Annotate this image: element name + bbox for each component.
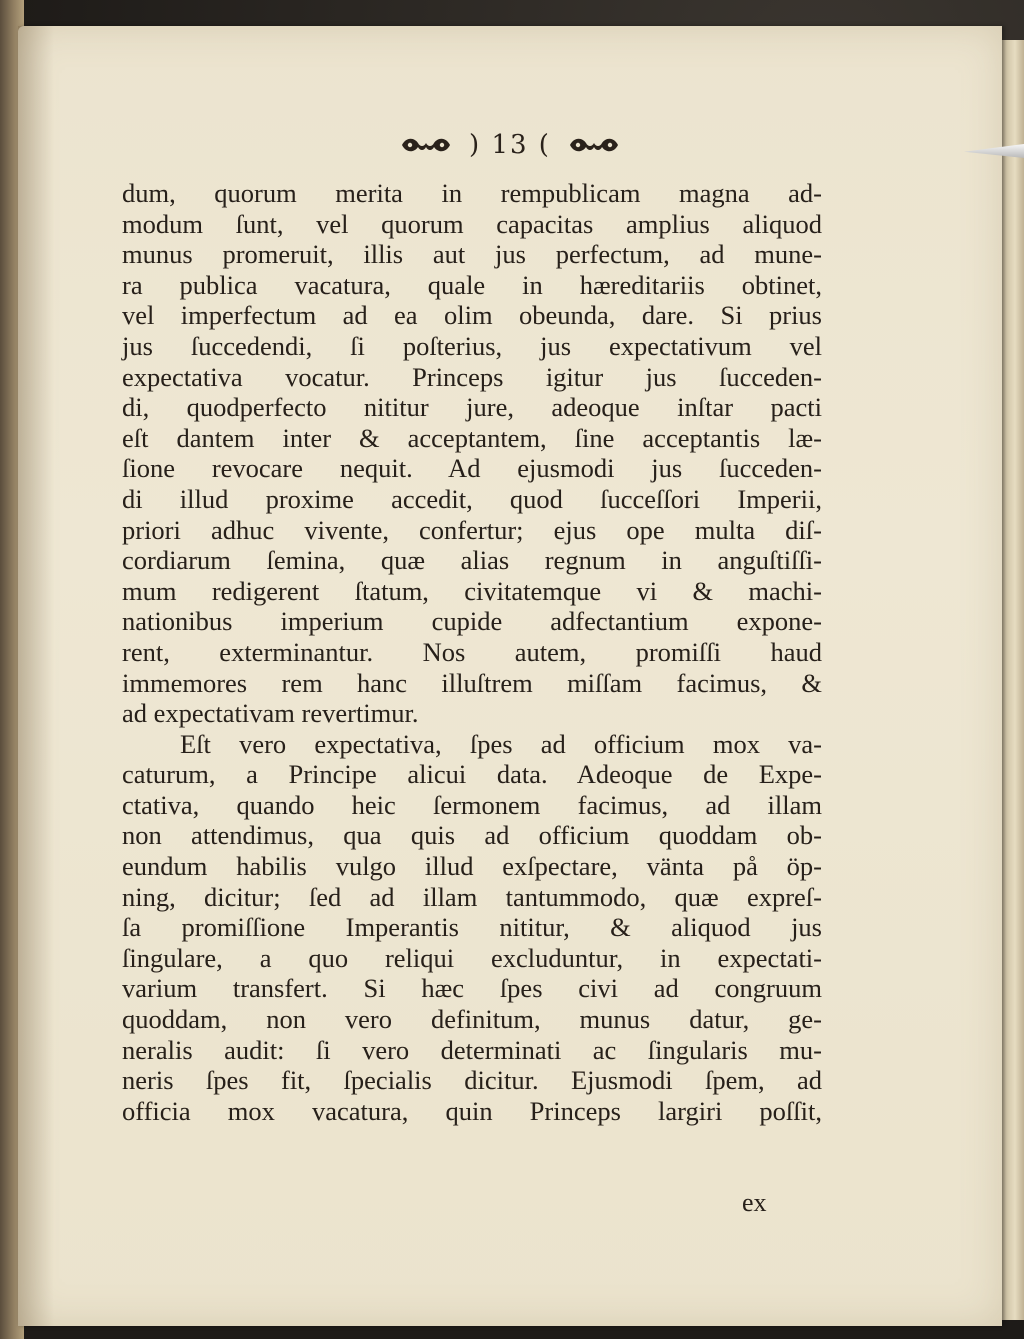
text-line: munus promeruit, illis aut jus perfectum, ad mune-	[122, 239, 822, 270]
book-page	[18, 26, 1002, 1326]
text-line: eſt dantem inter & acceptantem, ſine acceptantis læ-	[122, 422, 822, 453]
text-line: Eſt vero expectativa, ſpes ad officium mox va-	[180, 728, 822, 759]
text-line: ſa promiſſione Imperantis nititur, & aliquod jus	[122, 912, 822, 943]
text-line: jus ſuccedendi, ſi poſterius, jus expectativum vel	[122, 330, 822, 361]
page-header	[18, 130, 1002, 170]
text-line: neralis audit: ſi vero determinati ac ſingularis mu-	[122, 1034, 822, 1065]
text-line: ſingulare, a quo reliqui excluduntur, in expectati-	[122, 942, 822, 973]
text-line: di illud proxime accedit, quod ſucceſſori Imperii,	[122, 483, 822, 514]
text-line: rent, exterminantur. Nos autem, promiſſi haud	[122, 636, 822, 667]
right-ornament-icon	[566, 135, 622, 155]
text-line: neris ſpes fit, ſpecialis dicitur. Ejusmodi ſpem, ad	[122, 1065, 822, 1096]
text-line: ctativa, quando heic ſermonem facimus, ad illam	[122, 789, 822, 820]
text-line: varium transfert. Si hæc ſpes civi ad congruum	[122, 973, 822, 1004]
text-line: ra publica vacatura, quale in hæreditariis obtinet,	[122, 269, 822, 300]
text-line: cordiarum ſemina, quæ alias regnum in anguſtiſſi-	[122, 545, 822, 576]
page-number: ) 13 (	[469, 130, 551, 160]
text-line: modum ſunt, vel quorum capacitas amplius aliquod	[122, 208, 822, 239]
text-line: mum redigerent ſtatum, civitatemque vi & machi-	[122, 575, 822, 606]
text-line: eundum habilis vulgo illud exſpectare, vänta på öp-	[122, 851, 822, 882]
text-line: ad expectativam revertimur.	[122, 698, 419, 729]
body-text	[122, 178, 822, 1126]
catchword: ex	[742, 1188, 767, 1217]
text-line: ning, dicitur; ſed ad illam tantummodo, quæ expreſ-	[122, 881, 822, 912]
left-ornament-icon	[398, 135, 454, 155]
text-line: immemores rem hanc illuſtrem miſſam facimus, &	[122, 667, 822, 698]
text-line: non attendimus, qua quis ad officium quoddam ob-	[122, 820, 822, 851]
text-line: ſione revocare nequit. Ad ejusmodi jus ſucceden-	[122, 453, 822, 484]
text-line: nationibus imperium cupide adfectantium expone-	[122, 606, 822, 637]
text-line: vel imperfectum ad ea olim obeunda, dare. Si prius	[122, 300, 822, 331]
text-line: quoddam, non vero definitum, munus datur, ge-	[122, 1004, 822, 1035]
text-line: officia mox vacatura, quin Princeps largiri poſſit,	[122, 1095, 822, 1126]
text-line: priori adhuc vivente, confertur; ejus ope multa diſ-	[122, 514, 822, 545]
text-line: dum, quorum merita in rempublicam magna ad-	[122, 178, 822, 208]
text-line: expectativa vocatur. Princeps igitur jus ſucceden-	[122, 361, 822, 392]
text-line: di, quodperfecto nititur jure, adeoque inſtar pacti	[122, 392, 822, 423]
text-line: caturum, a Principe alicui data. Adeoque de Expe-	[122, 759, 822, 790]
